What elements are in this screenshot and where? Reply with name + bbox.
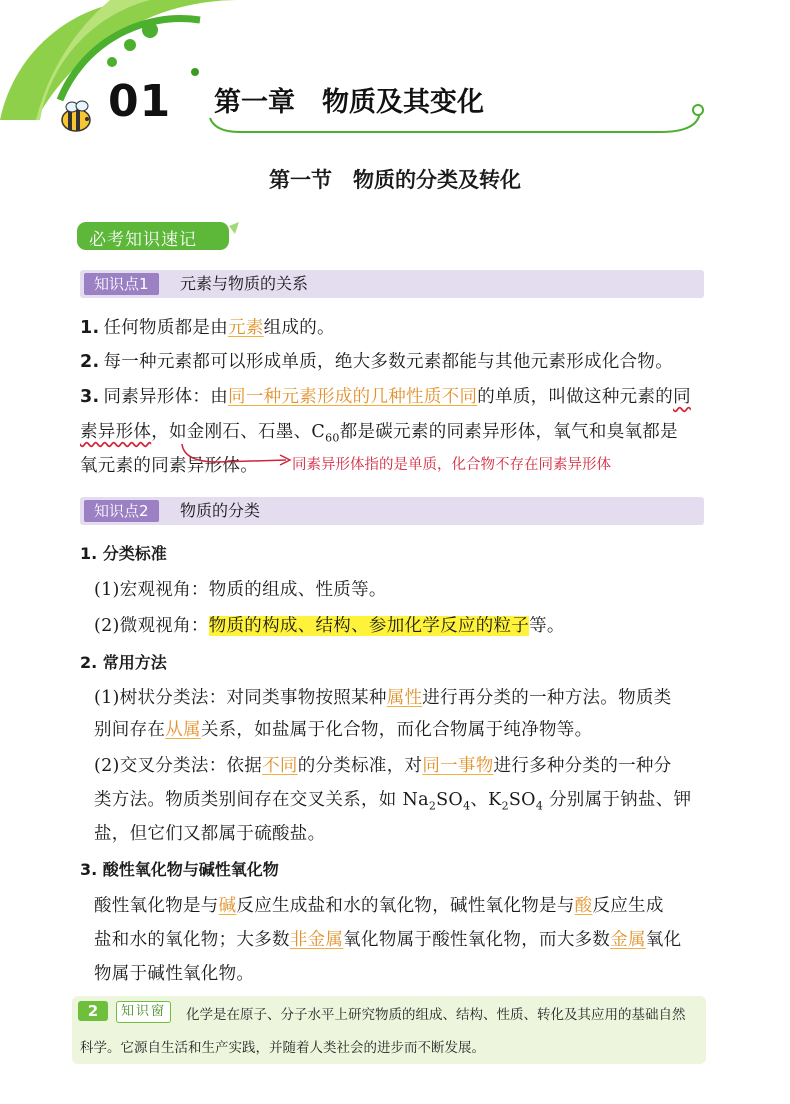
kp1-badge: 知识点1 <box>84 273 159 295</box>
kp1-title: 元素与物质的关系 <box>180 274 309 293</box>
kp2-s3-line1: 酸性氧化物是与碱反应生成盐和水的氧化物，碱性氧化物是与酸反应生成 <box>94 896 664 916</box>
kp2-s1-line2: (2)微观视角：物质的构成、结构、参加化学反应的粒子等。 <box>94 616 565 636</box>
kp2-s2-line4: 类方法。物质类别间存在交叉关系，如 $Na_2SO_4$、$K_2SO_4$ 分别属于钠盐、钾 <box>94 790 692 813</box>
footer-line-2: 科学。它源自生活和生产实践，并随着人类社会的进步而不断发展。 <box>80 1040 485 1056</box>
bee-icon <box>58 100 98 136</box>
kp2-s2-line1: (1)树状分类法：对同类事物按照某种属性进行再分类的一种方法。物质类 <box>94 688 672 708</box>
kp1-item-2: 2. 每一种元素都可以形成单质，绝大多数元素都能与其他元素形成化合物。 <box>80 352 674 372</box>
kp2-s1-line1: (1)宏观视角：物质的组成、性质等。 <box>94 580 387 600</box>
kp1-item-3-line1: 3. 同素异形体：由同一种元素形成的几种性质不同的单质，叫做这种元素的同 <box>80 387 691 407</box>
kp2-s3-line3: 物属于碱性氧化物。 <box>94 964 255 984</box>
chapter-number: 01 <box>108 76 172 127</box>
chapter-title: 第一章 物质及其变化 <box>214 87 484 118</box>
section-tag <box>77 220 239 252</box>
footer-label: 知识窗 <box>116 1001 171 1023</box>
kp2-subhead-1: 1. 分类标准 <box>80 544 167 563</box>
kp1-item-3-line2: 素异形体，如金刚石、石墨、$C_{60}$都是碳元素的同素异形体，氧气和臭氧都是 <box>80 422 678 445</box>
kp1-item-1: 1. 任何物质都是由元素组成的。 <box>80 318 335 338</box>
kp2-s3-line2: 盐和水的氧化物；大多数非金属氧化物属于酸性氧化物，而大多数金属氧化 <box>94 930 682 950</box>
kp2-title: 物质的分类 <box>180 501 261 520</box>
tag-label: 必考知识速记 <box>89 230 197 250</box>
section-title: 第一节 物质的分类及转化 <box>269 168 521 192</box>
kp2-subhead-3: 3. 酸性氧化物与碱性氧化物 <box>80 860 279 879</box>
footer-box <box>72 996 706 1064</box>
kp2-s2-line2: 别间存在从属关系，如盐属于化合物，而化合物属于纯净物等。 <box>94 720 593 740</box>
kp1-item-3-line3: 氧元素的同素异形体。 <box>80 456 258 476</box>
footer-line-1: 化学是在原子、分子水平上研究物质的组成、结构、性质、转化及其应用的基础自然 <box>186 1007 686 1023</box>
knowledge-point-1-bar <box>80 270 704 298</box>
handwritten-note: 同素异形体指的是单质，化合物不存在同素异形体 <box>292 457 611 473</box>
kp2-badge: 知识点2 <box>84 500 159 522</box>
page-number: 2 <box>78 1001 108 1021</box>
kp2-subhead-2: 2. 常用方法 <box>80 653 167 672</box>
knowledge-point-2-bar <box>80 497 704 525</box>
kp2-s2-line3: (2)交叉分类法：依据不同的分类标准，对同一事物进行多种分类的一种分 <box>94 756 672 776</box>
kp2-s2-line5: 盐，但它们又都属于硫酸盐。 <box>94 824 326 844</box>
annotation-arrow <box>178 440 298 470</box>
